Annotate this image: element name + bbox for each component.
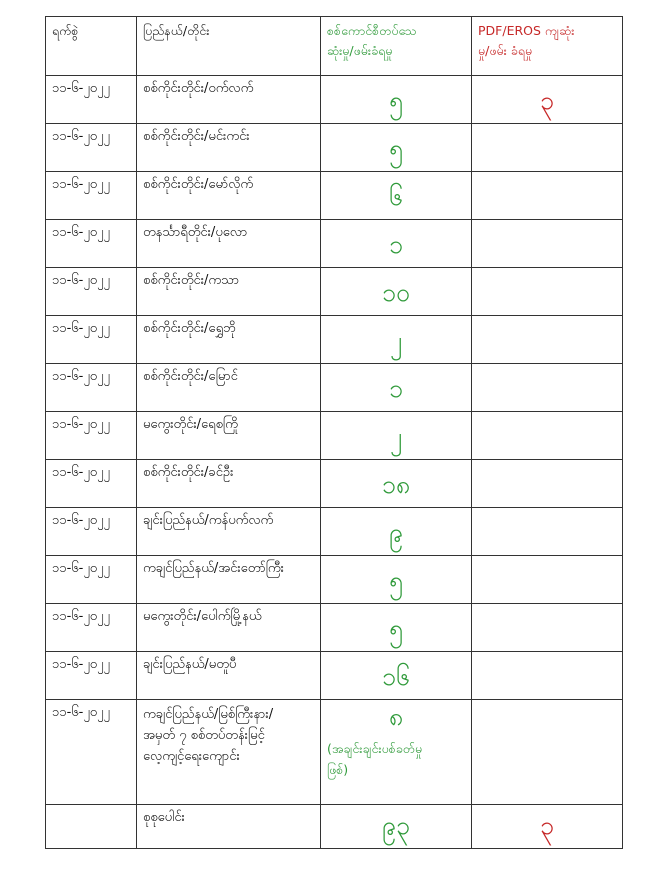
row-pdf-count xyxy=(472,556,622,566)
row-checkpoint-count: ၅ xyxy=(388,86,404,115)
row-location: ကချင်ပြည်နယ်/အင်းတော်ကြီး xyxy=(143,561,284,576)
row-location: မကွေးတိုင်း/ရေစကြို xyxy=(143,417,238,432)
row-location: စစ်ကိုင်းတိုင်း/မင်းကင်း xyxy=(143,129,250,144)
row-checkpoint-count: ၅ xyxy=(388,134,404,163)
row-pdf-count xyxy=(472,508,622,518)
table-row xyxy=(46,412,623,460)
special-note-line2: ဖြစ်) xyxy=(327,762,349,777)
row-pdf-count xyxy=(472,364,622,374)
row-pdf-count xyxy=(472,124,622,134)
row-date: ၁၁-၆-၂၀၂၂ xyxy=(52,561,110,576)
row-date: ၁၁-၆-၂၀၂၂ xyxy=(52,513,110,528)
row-date: ၁၁-၆-၂၀၂၂ xyxy=(52,417,110,432)
row-checkpoint-count: ၂ xyxy=(389,326,403,355)
row-location: စစ်ကိုင်းတိုင်း/ခင်ဦး xyxy=(143,465,234,480)
row-checkpoint-count: ၂ xyxy=(389,422,403,451)
row-checkpoint-count: ၅ xyxy=(388,566,404,595)
header-checkpoint-line1: စစ်ကောင်စီတပ်သေ xyxy=(327,23,417,38)
row-date: ၁၁-၆-၂၀၂၂ xyxy=(52,465,110,480)
row-date: ၁၁-၆-၂၀၂၂ xyxy=(52,321,110,336)
row-pdf-count xyxy=(472,604,622,614)
total-checkpoint-count: ၉၃ xyxy=(381,811,411,840)
row-pdf-count: ၃ xyxy=(539,86,555,115)
table-row xyxy=(46,76,623,124)
row-pdf-count xyxy=(472,268,622,278)
row-checkpoint-count: ၆ xyxy=(388,182,404,211)
row-pdf-count xyxy=(472,460,622,470)
total-date xyxy=(46,805,136,809)
row-checkpoint-count: ၁ xyxy=(388,230,404,259)
table-header-row xyxy=(46,17,623,76)
table-row xyxy=(46,508,623,556)
header-date: ရက်စွဲ xyxy=(52,23,79,38)
row-checkpoint-count: ၁၀ xyxy=(381,278,411,307)
special-row-location xyxy=(137,700,320,767)
special-row-pdf-count xyxy=(472,700,622,710)
special-row-note xyxy=(321,732,471,780)
row-location: ချင်းပြည်နယ်/မတူပီ xyxy=(143,657,237,672)
header-pdf-line2: မှု/ဖမ်း ခံရမှု xyxy=(478,43,533,58)
row-pdf-count xyxy=(472,172,622,182)
row-location: စစ်ကိုင်းတိုင်း/ကသာ xyxy=(143,273,240,288)
row-location: စစ်ကိုင်းတိုင်း/ရွှေဘို xyxy=(143,321,236,336)
row-date: ၁၁-၆-၂၀၂၂ xyxy=(52,177,110,192)
row-pdf-count xyxy=(472,220,622,230)
table-row xyxy=(46,220,623,268)
row-pdf-count xyxy=(472,412,622,422)
table-row xyxy=(46,556,623,604)
row-date: ၁၁-၆-၂၀၂၂ xyxy=(52,273,110,288)
table-row xyxy=(46,268,623,316)
header-checkpoint-cell xyxy=(321,17,472,76)
row-pdf-count xyxy=(472,316,622,326)
row-checkpoint-count: ၉ xyxy=(388,518,404,547)
row-pdf-count xyxy=(472,652,622,662)
special-row-date: ၁၁-၆-၂၀၂၂ xyxy=(52,705,110,720)
header-checkpoint-line2: ဆုံးမှု/ဖမ်းခံရမှု xyxy=(327,43,393,58)
row-date: ၁၁-၆-၂၀၂၂ xyxy=(52,657,110,672)
casualty-table xyxy=(45,16,623,849)
total-pdf-count: ၃ xyxy=(539,811,555,840)
row-location: ချင်းပြည်နယ်/ကန်ပက်လက် xyxy=(143,513,274,528)
special-row-checkpoint-count: ၈ xyxy=(388,702,404,731)
table-row xyxy=(46,124,623,172)
row-date: ၁၁-၆-၂၀၂၂ xyxy=(52,129,110,144)
row-checkpoint-count: ၁၆ xyxy=(381,662,411,691)
table-row xyxy=(46,460,623,508)
table-row xyxy=(46,604,623,652)
row-checkpoint-count: ၁၈ xyxy=(381,470,411,499)
special-location-line2: အမှတ် ၇ စစ်တပ်တန်းမြင့် xyxy=(143,728,265,743)
header-pdf-line1: PDF/EROS ကျဆုံး xyxy=(478,23,575,38)
row-checkpoint-count: ၁ xyxy=(388,374,404,403)
special-location-line3: လေ့ကျင့်ရေးကျောင်း xyxy=(143,749,240,764)
header-location-cell xyxy=(137,17,321,76)
row-date: ၁၁-၆-၂၀၂၂ xyxy=(52,369,110,384)
table-row xyxy=(46,652,623,700)
header-location: ပြည်နယ်/တိုင်း xyxy=(143,23,210,38)
table-row-special xyxy=(46,700,623,805)
row-location: တနင်္သာရီတိုင်း/ပုလော xyxy=(143,225,248,240)
table-row xyxy=(46,316,623,364)
row-location: စစ်ကိုင်းတိုင်း/မော်လိုက် xyxy=(143,177,254,192)
row-date: ၁၁-၆-၂၀၂၂ xyxy=(52,81,110,96)
total-label: စုစုပေါင်း xyxy=(143,810,185,825)
special-note-line1: (အချင်းချင်းပစ်ခတ်မှု xyxy=(327,741,423,756)
table-row xyxy=(46,364,623,412)
table-row xyxy=(46,172,623,220)
header-date-cell xyxy=(46,17,137,76)
special-location-line1: ကချင်ပြည်နယ်/မြစ်ကြီးနား/ xyxy=(143,707,274,722)
row-checkpoint-count: ၅ xyxy=(388,614,404,643)
header-pdf-cell xyxy=(472,17,623,76)
table-total-row xyxy=(46,805,623,849)
row-date: ၁၁-၆-၂၀၂၂ xyxy=(52,225,110,240)
row-location: စစ်ကိုင်းတိုင်း/မြောင် xyxy=(143,369,238,384)
row-date: ၁၁-၆-၂၀၂၂ xyxy=(52,609,110,624)
row-location: စစ်ကိုင်းတိုင်း/ဝက်လက် xyxy=(143,81,254,96)
row-location: မကွေးတိုင်း/ပေါက်မြို့နယ် xyxy=(143,609,262,624)
